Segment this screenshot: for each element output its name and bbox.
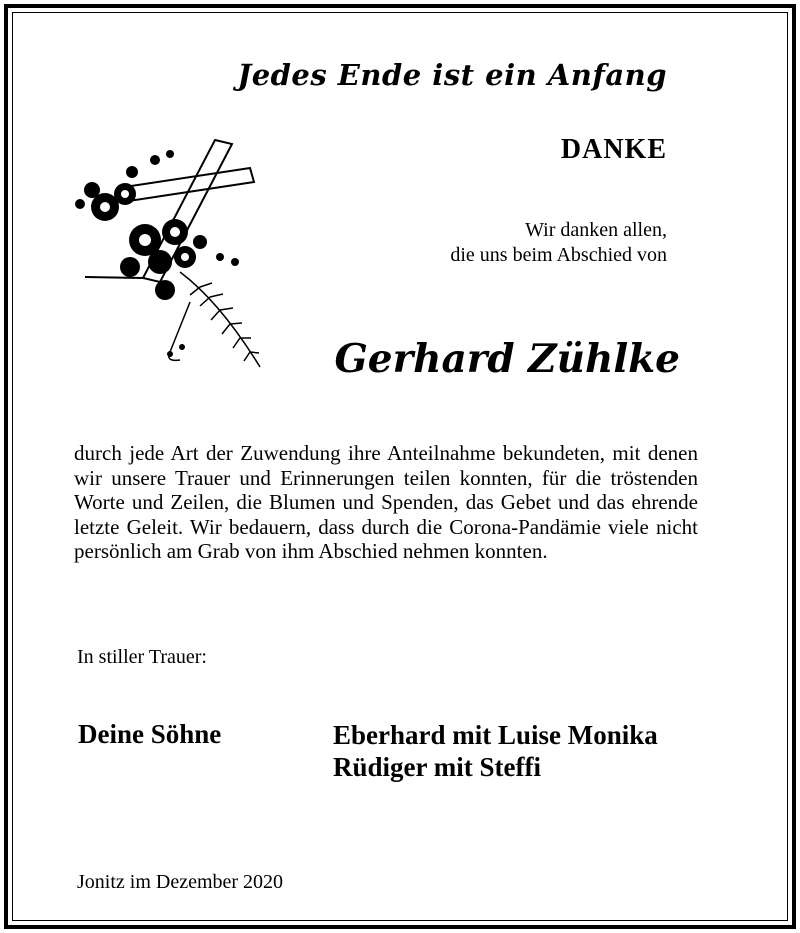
danke-heading: DANKE <box>560 134 667 165</box>
cross-with-roses-icon <box>70 132 270 377</box>
thank-you-paragraph: durch jede Art der Zuwendung ihre Anteilnahme bekundeten, mit denen wir unsere Trauer und Erinnerungen teilen konnten, für die tröstenden Worte und Zeilen, die Blumen und Spenden, das Gebet und das ehrende letzte Geleit. Wir bedauern, dass durch die Corona-Pandämie viele nicht persönlich am Grab von ihm Abschied nehmen konnten. <box>74 441 698 563</box>
deceased-name: Gerhard Zühlke <box>334 336 680 382</box>
motto: Jedes Ende ist ein Anfang <box>237 58 667 92</box>
mourner-names <box>333 719 658 783</box>
mourner-line-2: Rüdiger mit Steffi <box>333 752 541 782</box>
place-and-date: Jonitz im Dezember 2020 <box>77 871 284 893</box>
intro-line-1: Wir danken allen, <box>525 219 667 241</box>
mourning-intro: In stiller Trauer: <box>77 646 207 668</box>
thank-you-text <box>74 441 698 564</box>
mourner-line-1: Eberhard mit Luise Monika <box>333 720 658 750</box>
intro-text <box>450 218 667 268</box>
mourner-group: Deine Söhne <box>78 719 222 749</box>
intro-line-2: die uns beim Abschied von <box>450 244 667 266</box>
